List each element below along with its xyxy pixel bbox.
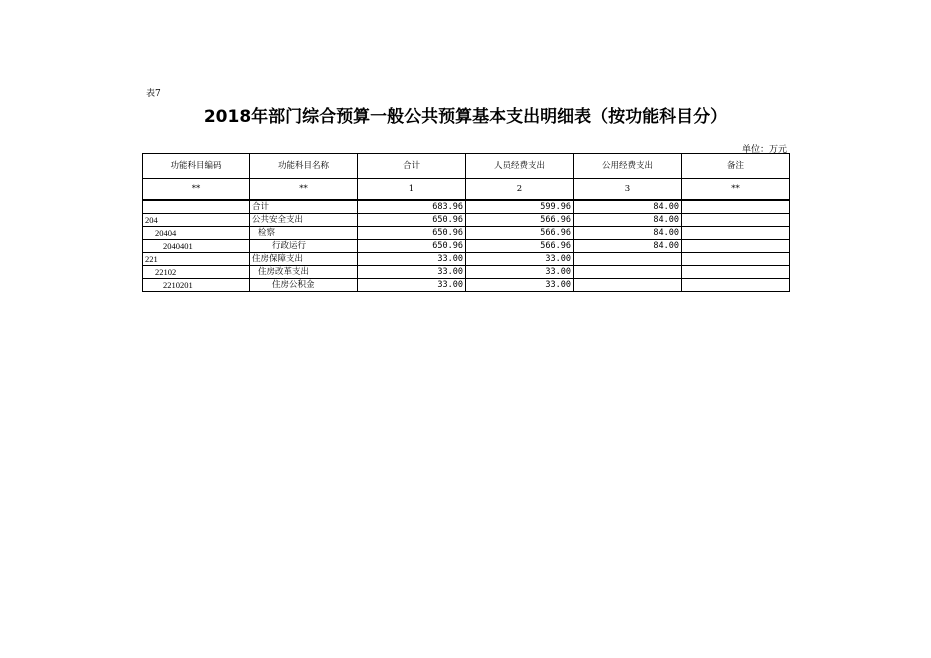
public-cell: 84.00	[574, 227, 682, 240]
table-row	[143, 279, 790, 292]
name-cell: 住房保障支出	[250, 253, 358, 266]
header-name: 功能科目名称	[250, 154, 358, 179]
table-index-row	[143, 179, 790, 201]
total-cell: 650.96	[358, 240, 466, 253]
name-cell: 住房公积金	[250, 279, 358, 292]
table-row	[143, 240, 790, 253]
header-personnel: 人员经费支出	[466, 154, 574, 179]
note-cell	[682, 214, 790, 227]
index-cell: **	[250, 179, 358, 201]
name-cell: 公共安全支出	[250, 214, 358, 227]
personnel-cell: 566.96	[466, 214, 574, 227]
index-cell: 1	[358, 179, 466, 201]
public-cell: 84.00	[574, 200, 682, 214]
personnel-cell: 566.96	[466, 227, 574, 240]
note-cell	[682, 200, 790, 214]
index-cell: **	[143, 179, 250, 201]
note-cell	[682, 253, 790, 266]
code-cell: 20404	[143, 227, 250, 240]
name-cell: 行政运行	[250, 240, 358, 253]
note-cell	[682, 227, 790, 240]
index-cell: 2	[466, 179, 574, 201]
public-cell: 84.00	[574, 240, 682, 253]
code-cell: 221	[143, 253, 250, 266]
header-code: 功能科目编码	[143, 154, 250, 179]
name-cell: 检察	[250, 227, 358, 240]
table-row	[143, 253, 790, 266]
table-row	[143, 200, 790, 214]
index-cell: 3	[574, 179, 682, 201]
note-cell	[682, 240, 790, 253]
table-header-row	[143, 154, 790, 179]
header-public: 公用经费支出	[574, 154, 682, 179]
name-cell: 住房改革支出	[250, 266, 358, 279]
code-cell: 2210201	[143, 279, 250, 292]
page-title: 2018年部门综合预算一般公共预算基本支出明细表（按功能科目分）	[203, 107, 728, 127]
personnel-cell: 33.00	[466, 266, 574, 279]
table-row	[143, 214, 790, 227]
code-cell	[143, 200, 250, 214]
personnel-cell: 33.00	[466, 253, 574, 266]
public-cell	[574, 266, 682, 279]
name-cell: 合计	[250, 200, 358, 214]
total-cell: 683.96	[358, 200, 466, 214]
note-cell	[682, 279, 790, 292]
header-note: 备注	[682, 154, 790, 179]
personnel-cell: 33.00	[466, 279, 574, 292]
table-number: 表7	[146, 89, 161, 99]
personnel-cell: 566.96	[466, 240, 574, 253]
total-cell: 650.96	[358, 214, 466, 227]
total-cell: 33.00	[358, 266, 466, 279]
public-cell	[574, 279, 682, 292]
note-cell	[682, 266, 790, 279]
public-cell	[574, 253, 682, 266]
budget-table	[142, 153, 790, 292]
code-cell: 2040401	[143, 240, 250, 253]
code-cell: 204	[143, 214, 250, 227]
total-cell: 33.00	[358, 279, 466, 292]
header-total: 合计	[358, 154, 466, 179]
index-cell: **	[682, 179, 790, 201]
table-row	[143, 227, 790, 240]
total-cell: 650.96	[358, 227, 466, 240]
table-row	[143, 266, 790, 279]
unit-label: 单位：万元	[741, 145, 787, 155]
public-cell: 84.00	[574, 214, 682, 227]
total-cell: 33.00	[358, 253, 466, 266]
personnel-cell: 599.96	[466, 200, 574, 214]
code-cell: 22102	[143, 266, 250, 279]
